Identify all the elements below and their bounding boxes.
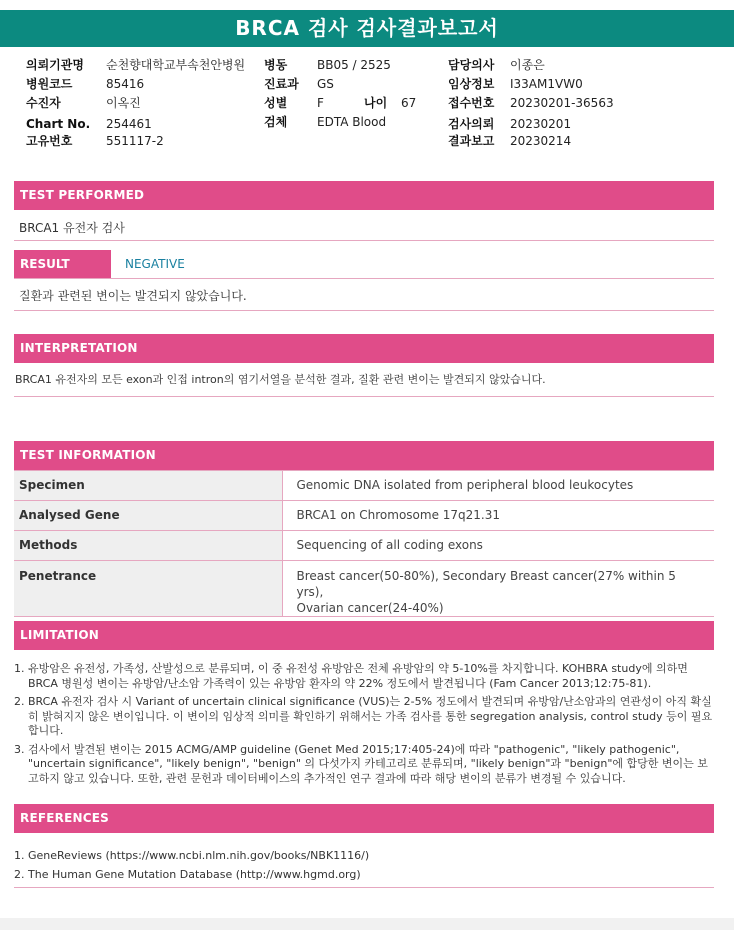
age-label: 나이 [364,96,388,110]
limitation-heading: LIMITATION [14,621,714,650]
hospital-code-value: 85416 [106,77,145,91]
specimen-label: 검체 [264,115,288,129]
report-date-label: 결과보고 [448,134,495,148]
sex-label: 성별 [264,96,288,110]
divider [14,396,714,397]
unique-number-label: 고유번호 [26,134,73,148]
divider [14,278,714,279]
specimen-value: EDTA Blood [317,115,387,129]
department-value: GS [317,77,334,91]
list-number: 3. [14,742,25,756]
hospital-code-label: 병원코드 [26,77,73,91]
clinical-info-value: I33AM1VW0 [510,77,583,91]
table-value: Sequencing of all coding exons [282,531,714,561]
test-performed-heading: TEST PERFORMED [14,181,714,210]
table-value: BRCA1 on Chromosome 17q21.31 [282,501,714,531]
ward-value: BB05 / 2525 [317,58,391,72]
report-title: BRCA 검사 검사결과보고서 [0,10,734,47]
department-label: 진료과 [264,77,299,91]
reference-link[interactable]: The Human Gene Mutation Database (http://www.hgmd.org) [28,868,361,881]
table-row [14,531,714,561]
chart-number-label: Chart No. [26,117,91,131]
reference-link[interactable]: GeneReviews (https://www.ncbi.nlm.nih.gov/books/NBK1116/) [28,849,370,862]
doctor-label: 담당의사 [448,58,495,72]
test-performed-value: BRCA1 유전자 검사 [19,221,125,235]
list-text: 검사에서 발견된 변이는 2015 ACMG/AMP guideline (Genet Med 2015;17:405-24)에 따라 "pathogenic", "likely pathogenic", "uncertain significance", "likely benign", "benign" 의 다섯가지 카테고리로 분류되며, "likely benign"과 "benign"에 합당한 변이는 보고하지 않고 있습니다. 또한, 관련 문헌과 데이터베이스의 추가적인 연구 결과에 따라 해당 변이의 분류가 변경될 수 있습니다. [28,742,708,785]
table-key: Penetrance [14,561,282,617]
test-information-table [14,470,714,617]
report-date-value: 20230214 [510,134,572,148]
institution-value: 순천향대학교부속천안병원 [106,58,246,72]
ward-label: 병동 [264,58,288,72]
list-number: 1. [14,662,25,675]
result-value: NEGATIVE [125,257,185,271]
result-text: 질환과 관련된 변이는 발견되지 않았습니다. [19,289,247,303]
receipt-number-value: 20230201-36563 [510,96,614,110]
list-item [14,846,369,865]
unique-number-value: 551117-2 [106,134,164,148]
receipt-number-label: 접수번호 [448,96,495,110]
patient-label: 수진자 [26,96,61,110]
divider [14,887,714,888]
table-row [14,501,714,531]
interpretation-text: BRCA1 유전자의 모든 exon과 인접 intron의 염기서열을 분석한 결과, 질환 관련 변이는 발견되지 않았습니다. [15,373,546,386]
request-date-label: 검사의뢰 [448,117,495,131]
chart-number-value: 254461 [106,117,152,131]
list-item [14,662,714,691]
list-item [14,695,714,739]
list-number: 1. [14,849,25,862]
patient-value: 이옥진 [106,96,141,110]
table-key: Methods [14,531,282,561]
references-heading: REFERENCES [14,804,714,833]
doctor-value: 이종은 [510,58,545,72]
list-item [14,865,369,884]
list-number: 2. [14,695,25,708]
references-list [14,846,369,884]
table-row [14,561,714,617]
table-value: Genomic DNA isolated from peripheral blood leukocytes [282,471,714,501]
test-information-heading: TEST INFORMATION [14,441,714,470]
divider [14,310,714,311]
interpretation-heading: INTERPRETATION [14,334,714,363]
list-text: BRCA 유전자 검사 시 Variant of uncertain clinical significance (VUS)는 2-5% 정도에서 발견되며 유방암/난소암과의 연관성이 아직 확실히 밝혀지지 않은 변이입니다. 이 변이의 임상적 의미를 확인하기 위해서는 가족 검사를 통한 segregation analysis, control study 등이 필요합니다. [28,695,713,737]
list-number: 2. [14,868,25,881]
clinical-info-label: 임상정보 [448,77,495,91]
page-footer-band [0,918,734,930]
limitation-list [14,662,714,790]
table-row [14,471,714,501]
table-key: Analysed Gene [14,501,282,531]
sex-value: F [317,96,324,110]
list-text: 유방암은 유전성, 가족성, 산발성으로 분류되며, 이 중 유전성 유방암은 전체 유방암의 약 5-10%를 차지합니다. KOHBRA study에 의하면 BRCA 병원성 변이는 유방암/난소암 가족력이 있는 유방암 환자의 약 22% 정도에서 발견됩니다 (Fam Cancer 2013;12:75-81). [28,662,688,690]
table-value [282,561,714,617]
penetrance-line-1: Breast cancer(50-80%), Secondary Breast cancer(27% within 5 yrs), [296,569,676,599]
penetrance-line-2: Ovarian cancer(24-40%) [296,601,444,615]
divider [14,240,714,241]
institution-label: 의뢰기관명 [26,58,84,72]
result-label: RESULT [14,250,111,278]
list-item [14,743,714,787]
request-date-value: 20230201 [510,117,572,131]
table-key: Specimen [14,471,282,501]
age-value: 67 [401,96,417,110]
